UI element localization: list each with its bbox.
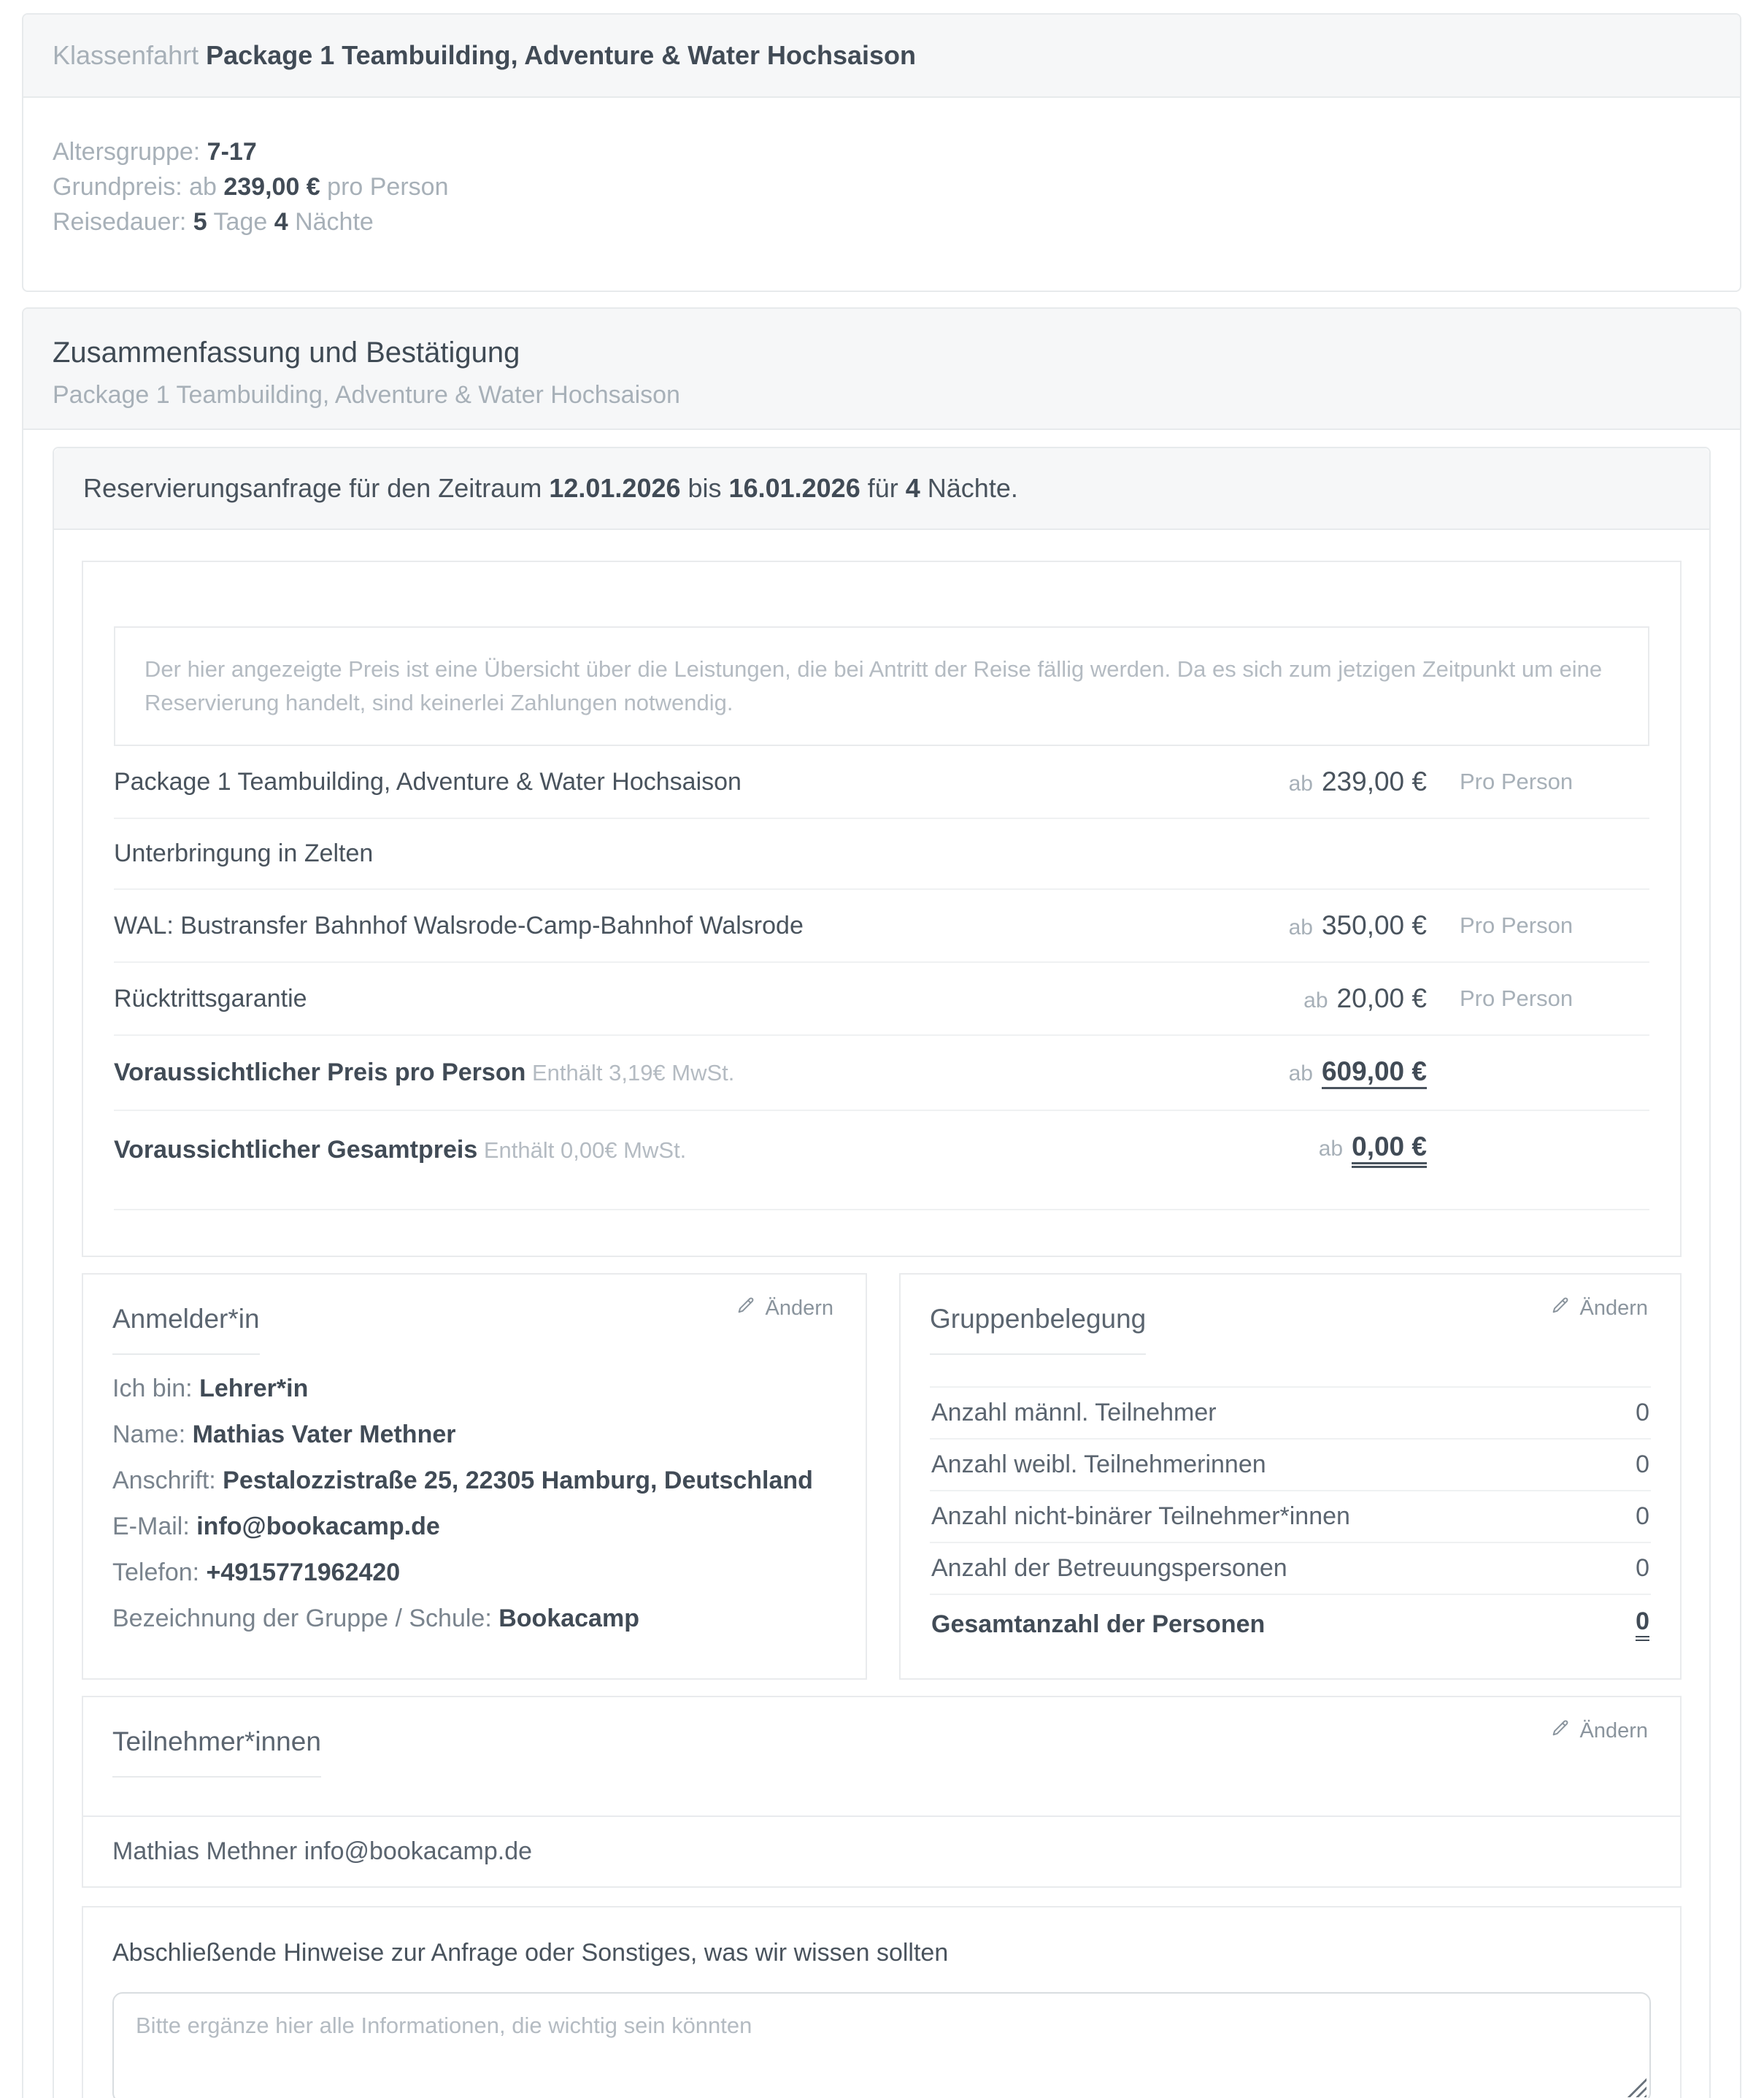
reservation-panel-header	[54, 448, 1709, 530]
text-segment: Voraussichtlicher Preis pro Person	[114, 1058, 526, 1086]
price-table-row	[114, 1036, 1649, 1111]
group-occupancy-box	[899, 1273, 1682, 1680]
price-unit: Pro Person	[1460, 912, 1574, 938]
price-value: 350,00 €	[1321, 910, 1427, 940]
group-occupancy-row	[930, 1542, 1651, 1594]
price-ab-prefix: ab	[1288, 772, 1313, 796]
text-segment: +4915771962420	[206, 1559, 401, 1586]
participant-entry: Mathias Methner info@bookacamp.de	[82, 1815, 1682, 1888]
summary-card-body	[23, 430, 1740, 2098]
text-segment: Nächte.	[920, 473, 1018, 503]
reservation-panel-body	[54, 530, 1709, 2098]
text-segment: Voraussichtlicher Gesamtpreis	[114, 1135, 478, 1164]
price-ab-prefix: ab	[1318, 1137, 1344, 1161]
price-item-name	[114, 839, 1427, 868]
participants-edit-label: Ändern	[1579, 1718, 1648, 1742]
notes-heading: Abschließende Hinweise zur Anfrage oder Sonstiges, was wir wissen sollten	[112, 1939, 949, 1967]
text-segment: für	[860, 473, 906, 503]
page-subtitle: Package 1 Teambuilding, Adventure & Water Hochsaison	[53, 381, 680, 409]
registrant-detail-line	[112, 1560, 836, 1585]
trip-card-header	[23, 15, 1740, 98]
price-cell	[1303, 983, 1427, 1014]
price-item-name	[114, 1136, 1319, 1164]
price-value: 0,00 €	[1352, 1131, 1427, 1168]
price-overview-box	[82, 561, 1682, 1257]
text-segment: Enthält 3,19€ MwSt.	[525, 1060, 735, 1085]
pencil-icon	[1550, 1718, 1571, 1744]
text-segment: Nächte	[288, 208, 374, 236]
price-cell	[1319, 1131, 1427, 1168]
trip-fact-line	[53, 134, 1711, 169]
text-segment: Altersgruppe:	[53, 138, 207, 166]
price-table	[114, 746, 1649, 1210]
price-cell	[1289, 766, 1427, 797]
participants-title: Teilnehmer*innen	[112, 1726, 321, 1778]
registrant-detail-line	[112, 1468, 836, 1493]
price-item-name	[114, 912, 1289, 940]
group-row-label: Anzahl der Betreuungspersonen	[931, 1554, 1287, 1582]
text-segment: WAL: Bustransfer Bahnhof Walsrode-Camp-Bahnhof Walsrode	[114, 911, 804, 940]
group-edit-label: Ändern	[1579, 1296, 1648, 1320]
notes-textarea[interactable]	[112, 1992, 1651, 2098]
text-segment: 239,00 €	[223, 173, 320, 201]
text-segment: 16.01.2026	[728, 473, 860, 503]
summary-card-header	[23, 309, 1740, 430]
text-segment: Ich bin:	[112, 1375, 200, 1402]
registrant-detail-line	[112, 1422, 836, 1447]
price-notice: Der hier angezeigte Preis ist eine Übersicht über die Leistungen, die bei Antritt der Reise fällig werden. Da es sich zum jetzigen Zeitpunkt um eine Reservierung handelt, sind keinerlei Zahlungen notwendig.	[114, 626, 1649, 746]
group-occupancy-row	[930, 1490, 1651, 1542]
page-title: Zusammenfassung und Bestätigung	[53, 337, 520, 369]
participants-box	[82, 1696, 1682, 1817]
group-row-value: 0	[1636, 1502, 1649, 1530]
pencil-icon	[1550, 1295, 1571, 1321]
text-segment: pro Person	[320, 173, 449, 201]
group-row-label: Anzahl weibl. Teilnehmerinnen	[931, 1450, 1266, 1478]
price-item-name	[114, 768, 1289, 796]
registrant-detail-line	[112, 1514, 836, 1539]
group-row-value: 0	[1636, 1399, 1649, 1426]
group-occupancy-row	[930, 1594, 1651, 1652]
trip-fact-line	[53, 204, 1711, 239]
registrant-title: Anmelder*in	[112, 1304, 260, 1355]
group-row-label: Anzahl nicht-binärer Teilnehmer*innen	[931, 1502, 1350, 1530]
text-segment: Telefon:	[112, 1559, 207, 1586]
summary-card	[22, 307, 1741, 2098]
text-segment: Rücktrittsgarantie	[114, 984, 307, 1013]
notes-textarea-wrap	[112, 1992, 1651, 2098]
text-segment: 4	[274, 208, 288, 236]
price-value: 20,00 €	[1336, 983, 1427, 1013]
price-table-row	[114, 746, 1649, 819]
registrant-detail-line	[112, 1606, 836, 1631]
price-ab-prefix: ab	[1288, 1061, 1313, 1085]
registrant-group-row	[82, 1273, 1682, 1680]
text-segment: Reservierungsanfrage für den Zeitraum	[83, 473, 550, 503]
text-segment: Pestalozzistraße 25, 22305 Hamburg, Deutschland	[223, 1467, 813, 1494]
text-segment: Grundpreis: ab	[53, 173, 224, 201]
registrant-edit-label: Ändern	[765, 1296, 833, 1320]
text-segment: Enthält 0,00€ MwSt.	[477, 1137, 687, 1163]
trip-type-label	[53, 40, 916, 71]
reservation-panel	[53, 447, 1711, 2098]
notes-box	[82, 1906, 1682, 2098]
text-segment: Package 1 Teambuilding, Adventure & Water Hochsaison	[114, 767, 742, 796]
group-row-value: 0	[1636, 1607, 1649, 1641]
price-unit: Pro Person	[1460, 985, 1574, 1011]
price-table-row	[114, 819, 1649, 890]
text-segment: 7-17	[207, 138, 257, 166]
pencil-icon	[736, 1295, 756, 1321]
group-row-value: 0	[1636, 1450, 1649, 1478]
text-segment: Anschrift:	[112, 1467, 223, 1494]
trip-fact-line	[53, 169, 1711, 204]
price-item-name	[114, 985, 1303, 1013]
price-table-row	[114, 890, 1649, 963]
price-ab-prefix: ab	[1303, 988, 1328, 1013]
text-segment: Lehrer*in	[199, 1375, 309, 1402]
group-row-label: Gesamtanzahl der Personen	[931, 1610, 1266, 1638]
price-unit: Pro Person	[1460, 769, 1574, 794]
group-occupancy-row	[930, 1386, 1651, 1438]
trip-type-label-text: Klassenfahrt	[53, 40, 199, 70]
price-ab-prefix: ab	[1288, 915, 1313, 940]
text-segment: 5	[193, 208, 207, 236]
trip-facts	[23, 98, 1740, 291]
trip-title: Package 1 Teambuilding, Adventure & Water Hochsaison	[206, 40, 917, 70]
registrant-edit-button[interactable]	[736, 1295, 833, 1321]
text-segment: Tage	[207, 208, 274, 236]
registrant-detail-line	[112, 1376, 836, 1401]
text-segment: Bezeichnung der Gruppe / Schule:	[112, 1605, 499, 1632]
price-cell	[1289, 1056, 1427, 1089]
group-occupancy-row	[930, 1438, 1651, 1490]
price-value: 239,00 €	[1321, 766, 1427, 796]
text-segment: bis	[680, 473, 729, 503]
group-occupancy-table	[930, 1386, 1651, 1652]
price-table-row	[114, 963, 1649, 1036]
registrant-details	[112, 1376, 836, 1631]
text-segment: E-Mail:	[112, 1513, 197, 1540]
text-segment: Mathias Vater Methner	[192, 1421, 456, 1448]
text-segment: Name:	[112, 1421, 193, 1448]
group-title: Gruppenbelegung	[930, 1304, 1146, 1355]
price-cell	[1289, 910, 1427, 941]
group-row-label: Anzahl männl. Teilnehmer	[931, 1399, 1217, 1426]
text-segment: info@bookacamp.de	[196, 1513, 440, 1540]
price-item-name	[114, 1058, 1289, 1087]
price-value: 609,00 €	[1322, 1056, 1427, 1089]
group-row-value: 0	[1636, 1554, 1649, 1582]
price-table-row	[114, 1111, 1649, 1210]
registrant-box	[82, 1273, 867, 1680]
reservation-heading	[83, 473, 1018, 504]
text-segment: 4	[905, 473, 920, 503]
participants-edit-button[interactable]	[1550, 1718, 1648, 1744]
trip-card	[22, 13, 1741, 292]
text-segment: 12.01.2026	[549, 473, 681, 503]
text-segment: Reisedauer:	[53, 208, 193, 236]
text-segment: Unterbringung in Zelten	[114, 839, 374, 867]
group-edit-button[interactable]	[1550, 1295, 1648, 1321]
text-segment: Bookacamp	[498, 1605, 639, 1632]
